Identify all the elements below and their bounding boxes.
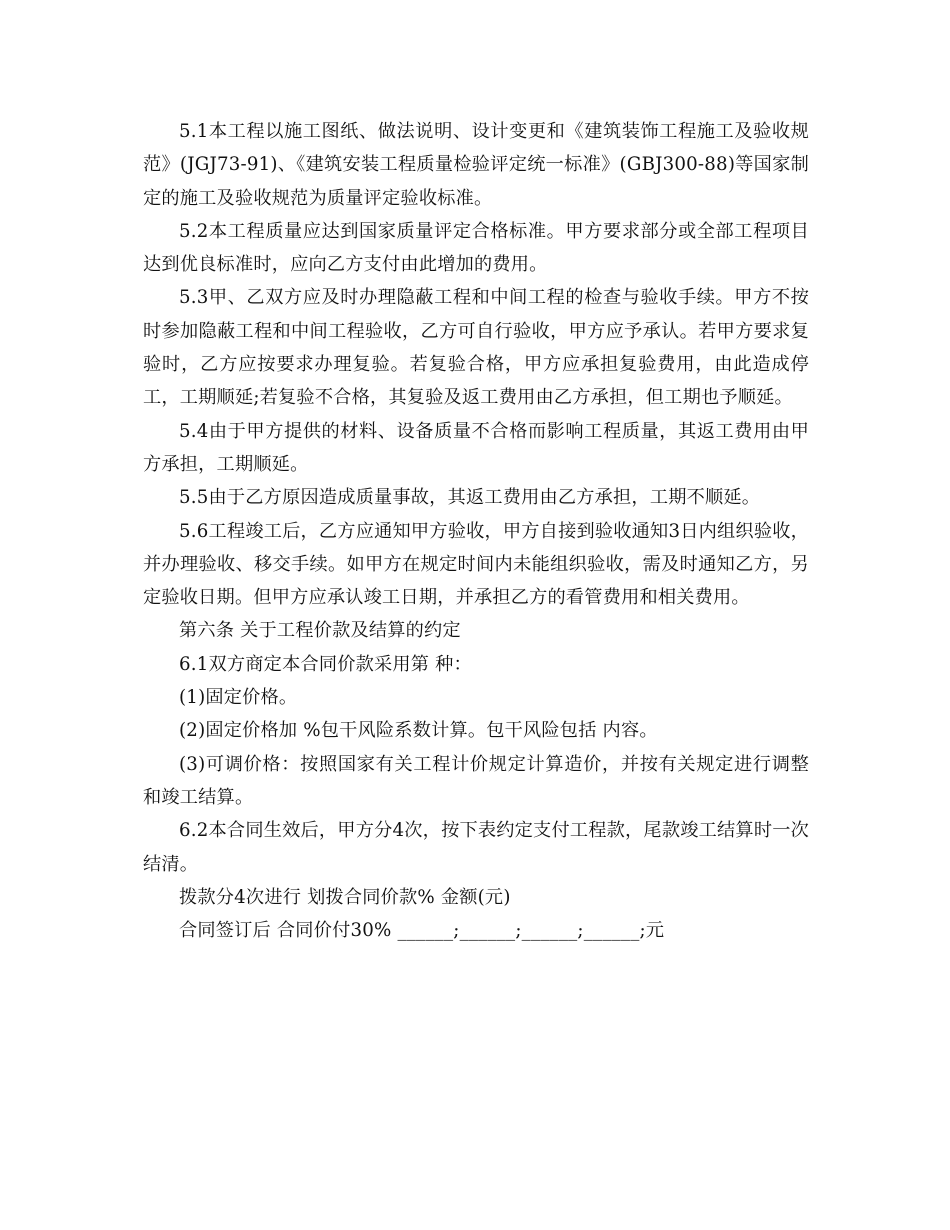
- clause-6-1: 6.1双方商定本合同价款采用第 种：: [179, 653, 472, 675]
- clause-5-6: 5.6工程竣工后，乙方应通知甲方验收，甲方自接到验收通知3日内组织验收，并办理验收、移交手续。如甲方在规定时间内未能组织验收，需及时通知乙方，另定验收日期。但甲方应承认竣工日期，并承担乙方的看管费用和相关费用。: [143, 520, 809, 609]
- clause-5-4: 5.4由于甲方提供的材料、设备质量不合格而影响工程质量，其返工费用由甲方承担，工期顺延。: [143, 420, 809, 475]
- clause-6-2: 6.2本合同生效后，甲方分4次，按下表约定支付工程款，尾款竣工结算时一次结清。: [143, 820, 809, 875]
- document-page: [143, 115, 809, 947]
- article-6-heading: 第六条 关于工程价款及结算的约定: [179, 620, 461, 642]
- payment-table-row: 合同签订后 合同价付30% ______;______;______;______;元: [179, 920, 665, 942]
- option-adjustable-price: (3)可调价格：按照国家有关工程计价规定计算造价，并按有关规定进行调整和竣工结算。: [143, 753, 809, 808]
- clause-5-1: 5.1本工程以施工图纸、做法说明、设计变更和《建筑装饰工程施工及验收规范》(JGJ73-91)、《建筑安装工程质量检验评定统一标准》(GBJ300-88)等国家制定的施工及验收规范为质量评定验收标准。: [143, 121, 809, 209]
- option-fixed-price: (1)固定价格。: [179, 687, 298, 709]
- clause-5-3: 5.3甲、乙双方应及时办理隐蔽工程和中间工程的检查与验收手续。甲方不按时参加隐蔽工程和中间工程验收，乙方可自行验收，甲方应予承认。若甲方要求复验时，乙方应按要求办理复验。若复验合格，甲方应承担复验费用，由此造成停工，工期顺延;若复验不合格，其复验及返工费用由乙方承担，但工期也予顺延。: [143, 287, 809, 409]
- payment-table-header: 拨款分4次进行 划拨合同价款% 金额(元): [179, 886, 511, 908]
- clause-5-5: 5.5由于乙方原因造成质量事故，其返工费用由乙方承担，工期不顺延。: [179, 487, 761, 509]
- clause-5-2: 5.2本工程质量应达到国家质量评定合格标准。甲方要求部分或全部工程项目达到优良标准时，应向乙方支付由此增加的费用。: [143, 220, 809, 276]
- option-fixed-price-plus-risk: (2)固定价格加 %包干风险系数计算。包干风险包括 内容。: [179, 720, 658, 742]
